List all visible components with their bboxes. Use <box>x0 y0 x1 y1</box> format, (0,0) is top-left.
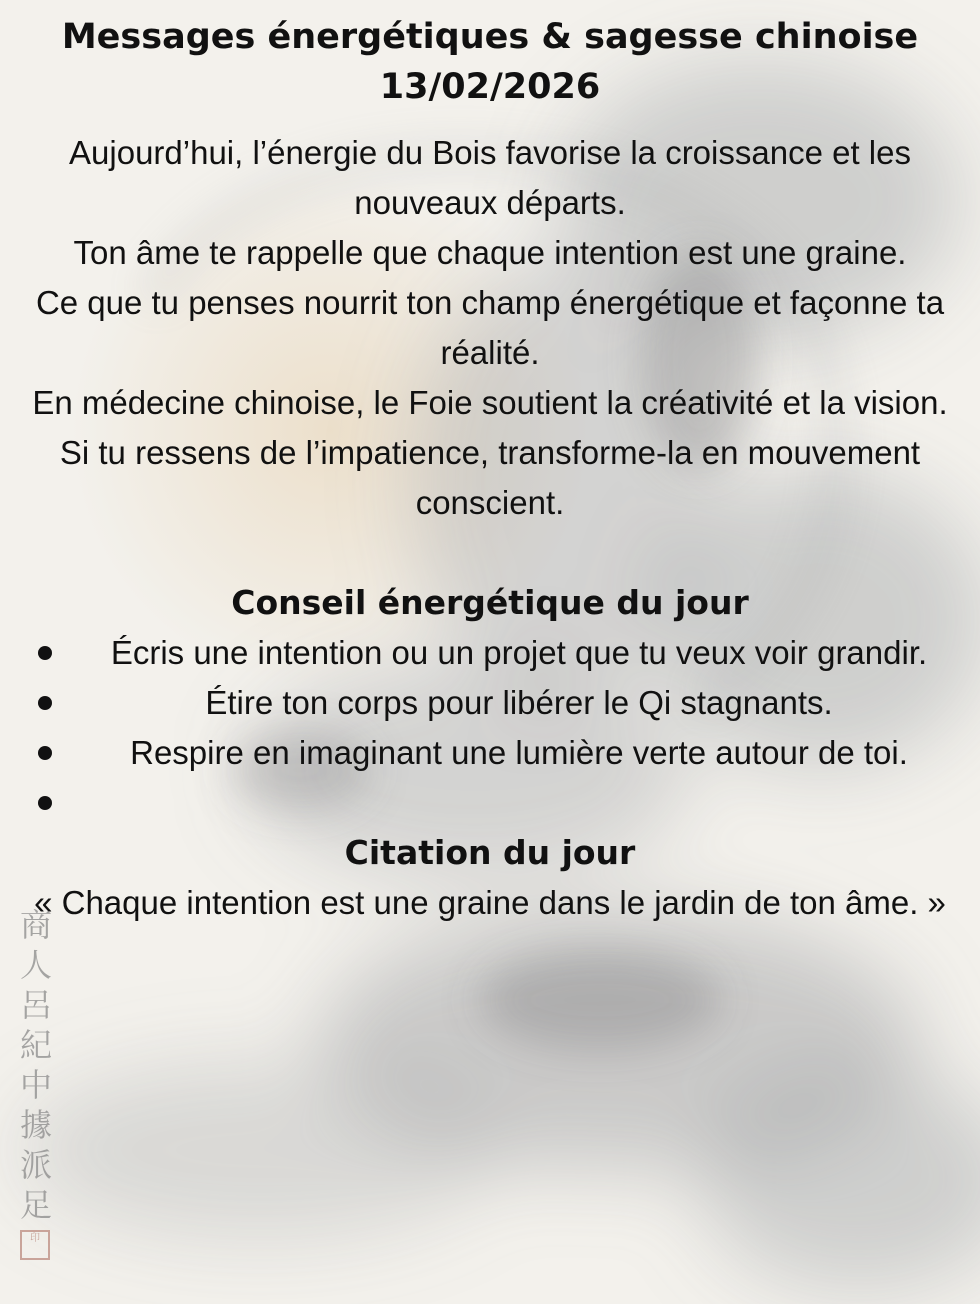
list-item <box>0 628 980 678</box>
calligraphy-column <box>16 905 56 1225</box>
advice-heading: Conseil énergétique du jour <box>231 583 749 622</box>
calligraphy-char: 紀 <box>19 1026 52 1064</box>
page-title <box>0 12 980 112</box>
calligraphy-char: 中 <box>19 1066 52 1104</box>
list-item <box>0 778 980 828</box>
quote-heading: Citation du jour <box>344 833 636 872</box>
bullet-icon <box>38 746 52 760</box>
date-text: 13/02/2026 <box>379 67 601 107</box>
quote-text: « Chaque intention est une graine dans le jardin de ton âme. » <box>34 884 946 921</box>
red-seal-stamp <box>20 1230 50 1260</box>
title-text: Messages énergétiques & sagesse chinoise <box>61 17 919 57</box>
calligraphy-char: 呂 <box>19 986 52 1024</box>
calligraphy-char: 據 <box>19 1106 52 1144</box>
calligraphy-char: 派 <box>19 1146 52 1184</box>
message-paragraph: En médecine chinoise, le Foie soutient la créativité et la vision. <box>32 384 948 421</box>
advice-list <box>0 628 980 828</box>
daily-message <box>0 128 980 528</box>
list-item-text: Respire en imaginant une lumière verte autour de toi. <box>130 734 908 771</box>
message-paragraph: Aujourd’hui, l’énergie du Bois favorise la croissance et les nouveaux départs. <box>69 134 911 221</box>
list-item-text: Écris une intention ou un projet que tu veux voir grandir. <box>110 634 928 671</box>
bullet-icon <box>38 646 52 660</box>
calligraphy-char: 商 <box>19 906 52 944</box>
list-item <box>0 678 980 728</box>
message-paragraph: Ce que tu penses nourrit ton champ énergétique et façonne ta réalité. <box>35 284 945 371</box>
calligraphy-char: 足 <box>19 1186 52 1224</box>
list-item <box>0 728 980 778</box>
seal-glyph: 印 <box>30 1233 40 1244</box>
bullet-icon <box>38 796 52 810</box>
calligraphy-char: 人 <box>19 946 52 984</box>
message-paragraph: Ton âme te rappelle que chaque intention est une graine. <box>73 234 907 271</box>
list-item-text: Étire ton corps pour libérer le Qi stagnants. <box>205 684 833 721</box>
bullet-icon <box>38 696 52 710</box>
message-paragraph: Si tu ressens de l’impatience, transforme-la en mouvement conscient. <box>59 434 921 521</box>
